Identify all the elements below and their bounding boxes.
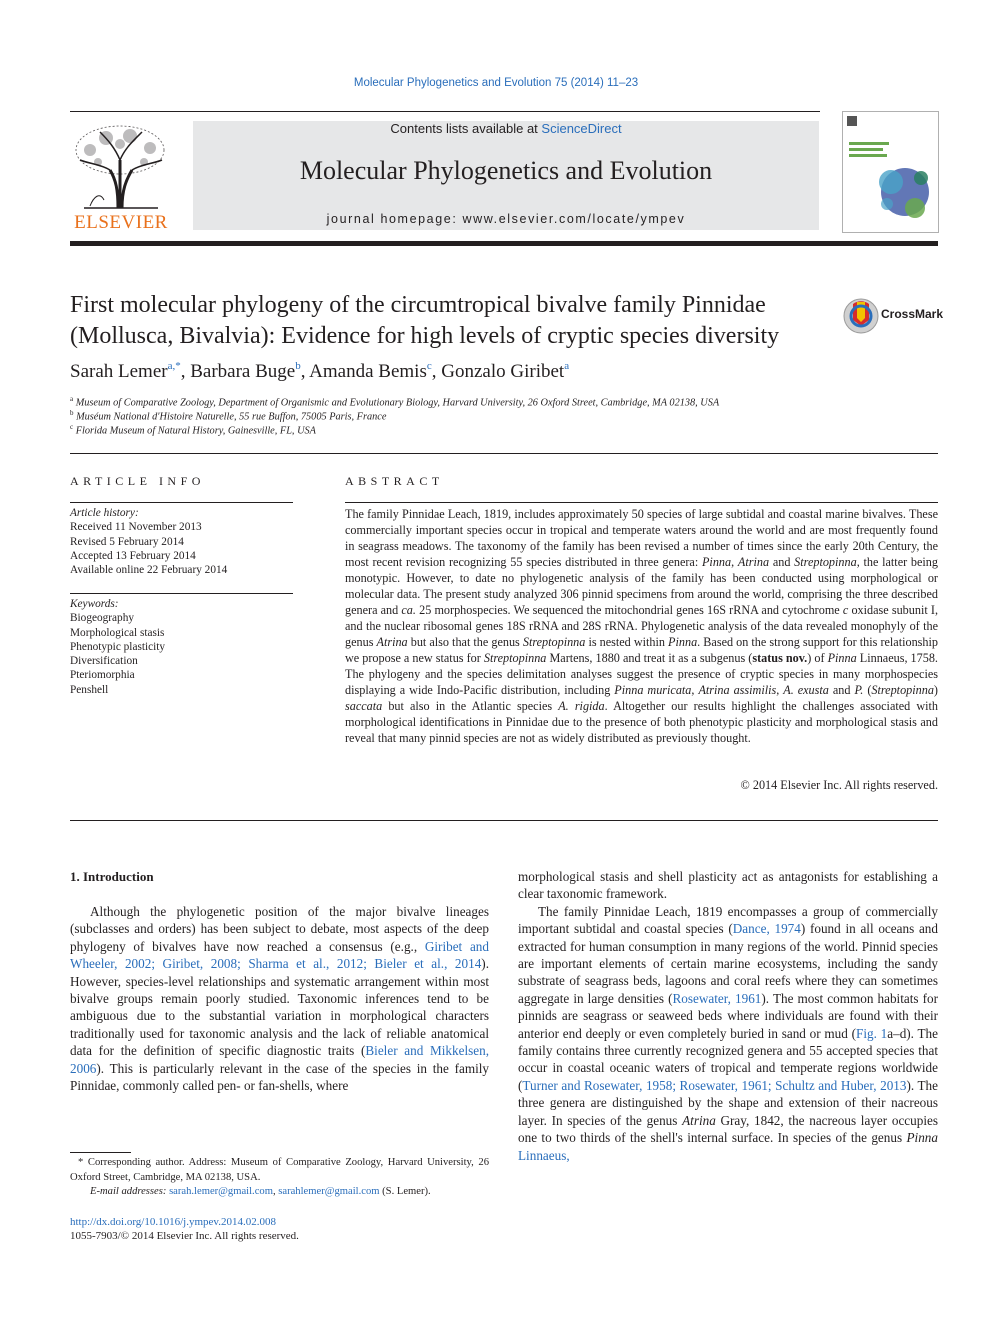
history-accepted: Accepted 13 February 2014: [70, 549, 196, 562]
keyword-item: Morphological stasis: [70, 626, 165, 639]
affiliation-text: Muséum National d'Histoire Naturelle, 55 rue Buffon, 75005 Paris, France: [76, 411, 387, 423]
email-link[interactable]: sarah.lemer@gmail.com: [169, 1186, 273, 1197]
affiliation-marker: a: [70, 395, 74, 403]
running-head[interactable]: Molecular Phylogenetics and Evolution 75 (2014) 11–23: [353, 77, 639, 89]
affiliation-c: [70, 423, 830, 436]
author-name[interactable]: Amanda Bemis: [309, 361, 427, 382]
masthead-bottom-rule: [70, 241, 938, 246]
journal-homepage[interactable]: journal homepage: www.elsevier.com/locate/ympev: [326, 212, 686, 226]
footnote-emails: E-mail addresses: sarah.lemer@gmail.com, sarahlemer@gmail.com (S. Lemer).: [90, 1186, 431, 1197]
crossmark-label[interactable]: CrossMark: [881, 307, 944, 321]
email-link[interactable]: sarahlemer@gmail.com: [278, 1186, 380, 1197]
body-column-right: [518, 868, 938, 1164]
affiliation-text: Museum of Comparative Zoology, Department of Organismic and Evolutionary Biology, Harvard University, 26 Oxford Street, Cambridge, MA 02138, USA: [75, 397, 720, 409]
masthead-top-rule: [70, 111, 820, 112]
journal-name: Molecular Phylogenetics and Evolution: [299, 156, 713, 185]
keywords-heading: Keywords:: [70, 598, 119, 610]
footnote-rule: [70, 1152, 131, 1153]
keyword-item: Phenotypic plasticity: [70, 640, 166, 653]
body-column-left: [70, 903, 489, 1094]
corresponding-author-footnote: [70, 1156, 489, 1200]
doi-link[interactable]: http://dx.doi.org/10.1016/j.ympev.2014.02.008: [70, 1216, 276, 1228]
affiliation-b: [70, 409, 830, 422]
article-title-line-1: First molecular phylogeny of the circumtropical bivalve family Pinnidae: [70, 292, 766, 318]
citation-link[interactable]: Rosewater, 1961: [672, 990, 762, 1006]
history-received: Received 11 November 2013: [70, 521, 202, 534]
footnote-address: * Corresponding author. Address: Museum of Comparative Zoology, Harvard University, 26 Oxford Street, Cambridge, MA 02138, USA.: [70, 1157, 489, 1183]
elsevier-wordmark: ELSEVIER: [74, 212, 168, 233]
affiliation-marker: b: [70, 409, 74, 417]
journal-cover-thumbnail[interactable]: [842, 111, 939, 233]
author-name[interactable]: Sarah Lemer: [70, 361, 168, 382]
article-history: [70, 506, 293, 577]
body-rule: [70, 820, 938, 821]
abstract-rule: [345, 502, 938, 503]
section-rule: [70, 453, 938, 454]
abstract-body: The family Pinnidae Leach, 1819, includes approximately 50 species of large subtidal and coastal marine bivalves. These commercially important species occur in tropical and temperate waters around the world and are most frequently found in seagrass meadows. The taxonomy of the family has been revised a number of times since the early 20th Century, the most recent revision recognizing 55 species distributed in three genera: Pinna, Atrina and Streptopinna, the latter being monotypic. However, to date no phylogenetic analysis of the family has been conducted using morphological or molecular data. The present study analyzed 306 pinnid specimens from around the world, comprising the three described genera and ca. 25 morphospecies. We sequenced the mitochondrial genes 16S rRNA and cytochrome c oxidase subunit I, and the nuclear ribosomal genes 18S rRNA and 28S rRNA. Phylogenetic analysis of the data revealed monophyly of the genus Atrina but also that the genus Streptopinna is nested within Pinna. Based on the strong support for this relationship we propose a new status for Streptopinna Martens, 1880 and treat it as a subgenus (status nov.) of Pinna Linnaeus, 1758. The phylogeny and the species delimitation analyses suggest the presence of cryptic species in many morphospecies displaying a wide Indo-Pacific distribution, including Pinna muricata, Atrina assimilis, A. exusta and P. (Streptopinna) saccata but also in the Atlantic species A. rigida. Altogether our results highlight the challenges associated with morphological identifications in Pinnidae due to the presence of both phenotypic plasticity and morphological stasis and reveal that many pinnid species are not as widely distributed as previously thought.: [345, 507, 938, 745]
author-affiliation-marker[interactable]: a: [564, 360, 570, 372]
introduction-heading: 1. Introduction: [70, 869, 154, 884]
author-list: [70, 360, 830, 383]
article-title-line-2: (Mollusca, Bivalvia): Evidence for high levels of cryptic species diversity: [70, 323, 780, 349]
keyword-item: Biogeography: [70, 612, 135, 625]
author-separator: ,: [431, 361, 442, 382]
intro-paragraph-1: Although the phylogenetic position of the major bivalve lineages (subclasses and orders) has been subject to debate, most aspects of the deep phylogeny of bivalves have now reached a consensus (e.g., Giribet and Wheeler, 2002; Giribet, 2008; Sharma et al., 2012; Bieler et al., 2014). However, species-level relationships and systematic arrangement within most bivalve groups remain poorly studied. Taxonomic inferences tend to be ambiguous due to the substantial variation in morphological characters traditionally used for taxonomic analysis and the lack of reliable anatomical data for the definition of specific diagnostic traits (Bieler and Mikkelsen, 2006). This is particularly relevant in the case of the species in the family Pinnidae, commonly called pen- or fan-shells, where: [70, 904, 490, 1094]
article-title: [70, 290, 830, 352]
citation-link[interactable]: Linnaeus,: [518, 1147, 570, 1163]
affiliation-a: [70, 395, 830, 408]
keywords: [70, 597, 293, 697]
affiliation-marker: c: [70, 423, 74, 431]
intro-paragraph-1-continued: morphological stasis and shell plasticity act as antagonists for establishing a clear taxonomic framework.: [518, 869, 938, 902]
contents-prefix: Contents lists available at: [390, 121, 542, 136]
author-affiliation-marker[interactable]: c: [426, 360, 432, 372]
history-online: Available online 22 February 2014: [70, 564, 228, 577]
citation-link[interactable]: Giribet and Wheeler, 2002; Giribet, 2008; Sharma et al., 2012; Bieler et al., 2014: [70, 938, 489, 972]
author-name[interactable]: Barbara Buge: [190, 361, 296, 382]
sciencedirect-link[interactable]: ScienceDirect: [541, 121, 622, 136]
citation-link[interactable]: Bieler and Mikkelsen, 2006: [70, 1043, 490, 1076]
author-affiliation-marker[interactable]: b: [295, 360, 301, 372]
abstract-heading: ABSTRACT: [345, 474, 444, 488]
article-info-heading: ARTICLE INFO: [70, 474, 205, 488]
author-name[interactable]: Gonzalo Giribet: [441, 361, 565, 382]
citation-link[interactable]: Dance, 1974: [732, 921, 801, 937]
article-history-heading: Article history:: [70, 507, 139, 519]
contents-availability: [193, 121, 819, 136]
history-revised: Revised 5 February 2014: [70, 535, 184, 548]
author-separator: ,: [300, 361, 310, 382]
article-info-rule: [70, 502, 293, 503]
keywords-rule: [70, 593, 293, 594]
affiliation-text: Florida Museum of Natural History, Gainesville, FL, USA: [75, 425, 316, 437]
keyword-item: Diversification: [70, 655, 138, 668]
author-separator: ,: [180, 361, 191, 382]
citation-link[interactable]: Turner and Rosewater, 1958; Rosewater, 1961; Schultz and Huber, 2013: [522, 1077, 907, 1093]
abstract-copyright: © 2014 Elsevier Inc. All rights reserved.: [740, 778, 938, 792]
figure-link[interactable]: Fig. 1: [856, 1025, 888, 1041]
issn-copyright: 1055-7903/© 2014 Elsevier Inc. All rights reserved.: [70, 1230, 299, 1242]
keyword-item: Penshell: [70, 683, 109, 696]
author-affiliation-marker[interactable]: a,*: [167, 360, 181, 372]
keyword-item: Pteriomorphia: [70, 669, 135, 682]
intro-paragraph-2: The family Pinnidae Leach, 1819 encompasses a group of commercially important subtidal and coastal species (Dance, 1974) found in all oceans and extracted for human consumption in many regions of the world. Pinnid species are important elements of certain marine ecosystems, including the sandy substrate of seagrass beds, lagoons and coral reefs where they can sometimes aggregate in large densities (Rosewater, 1961). The most common habitats for pinnids are seagrass or seaweed beds where individuals are found with their anterior end deeply or even completely buried in sand or mud (Fig. 1a–d). The family contains three currently recognized genera and 55 accepted species that occur in coastal oceanic waters of tropical and temperate regions worldwide (Turner and Rosewater, 1958; Rosewater, 1961; Schultz and Huber, 2013). The three genera are distinguished by the shape and extension of their nacreous layer. In species of the genus Atrina Gray, 1842, the nacreous layer occupies one to two thirds of the shell's internal surface. In species of the genus Pinna Linnaeus,: [518, 903, 939, 1163]
